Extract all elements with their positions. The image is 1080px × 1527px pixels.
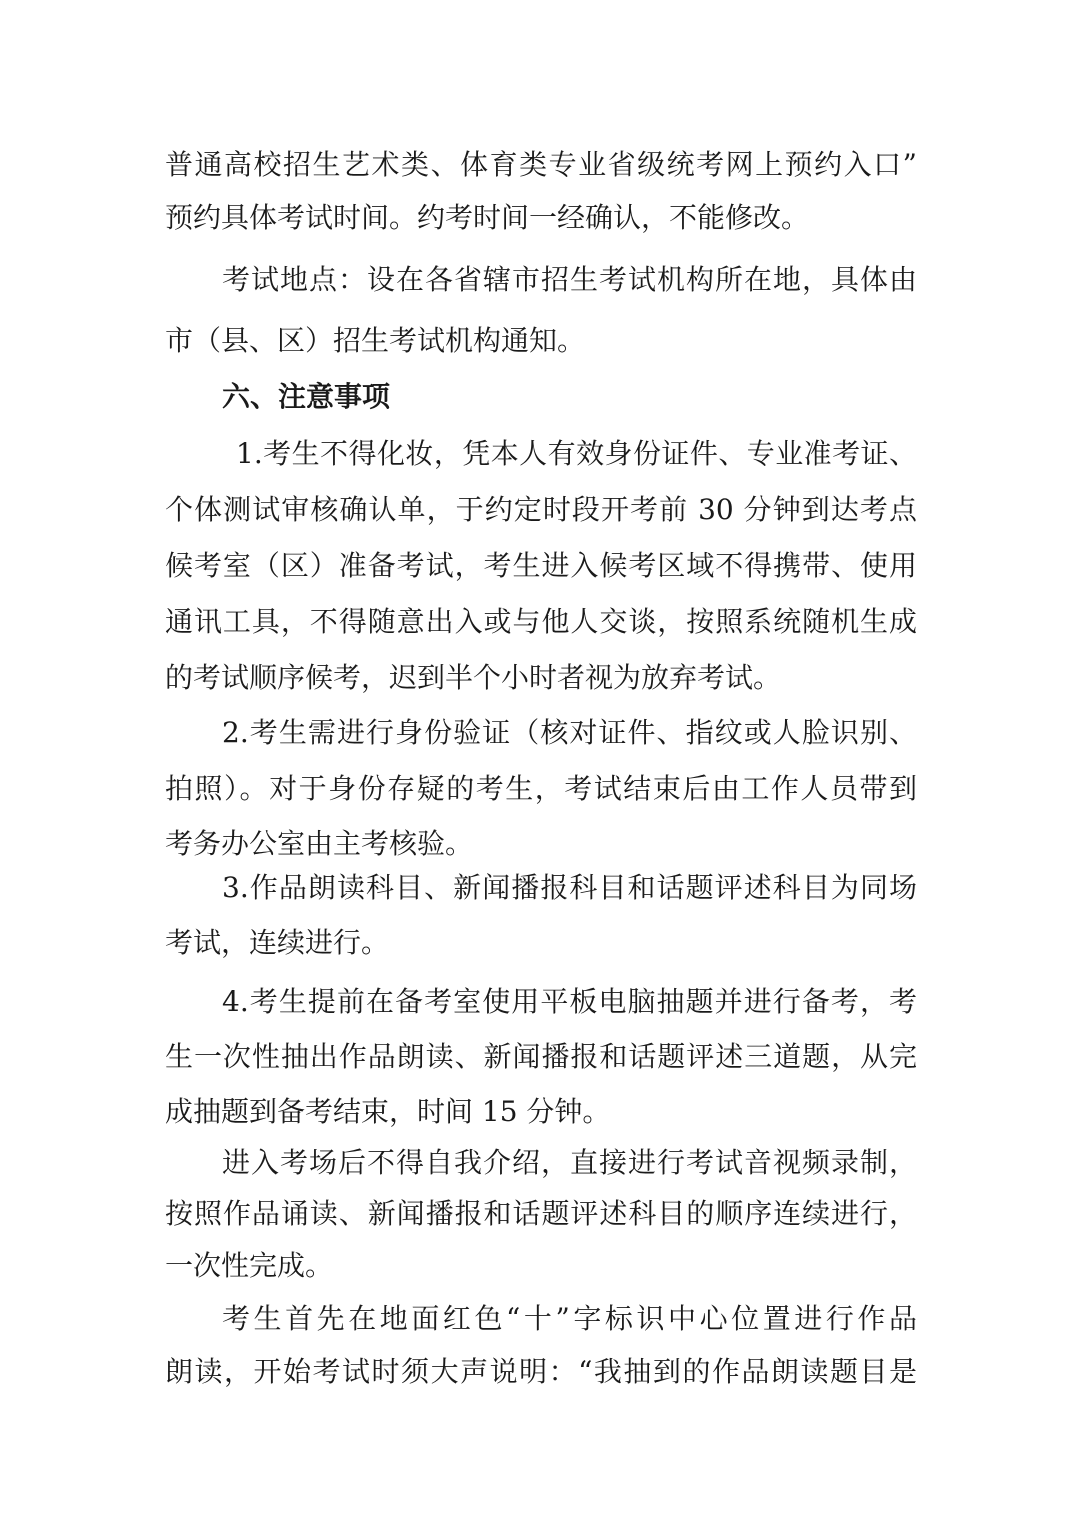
- text-line: 考试，连续进行。: [165, 926, 390, 959]
- text-line: 考生首先在地面红色“十”字标识中心位置进行作品: [222, 1302, 917, 1335]
- text-line: 市（县、区）招生考试机构通知。: [165, 324, 586, 357]
- text-line: 按照作品诵读、新闻播报和话题评述科目的顺序连续进行，: [165, 1197, 917, 1230]
- text-line: 一次性完成。: [165, 1249, 334, 1282]
- section-heading: 六、注意事项: [222, 380, 391, 413]
- text-line: 2.考生需进行身份验证（核对证件、指纹或人脸识别、: [222, 716, 917, 749]
- text-line: 生一次性抽出作品朗读、新闻播报和话题评述三道题，从完: [165, 1040, 917, 1073]
- text-line: 朗读，开始考试时须大声说明：“我抽到的作品朗读题目是: [165, 1355, 917, 1388]
- text-line: 个体测试审核确认单，于约定时段开考前 30 分钟到达考点: [165, 493, 917, 526]
- text-line: 3.作品朗读科目、新闻播报科目和话题评述科目为同场: [222, 871, 917, 904]
- text-line: 进入考场后不得自我介绍，直接进行考试音视频录制，: [222, 1146, 917, 1179]
- text-line: 候考室（区）准备考试，考生进入候考区域不得携带、使用: [165, 549, 917, 582]
- text-line: 1.考生不得化妆，凭本人有效身份证件、专业准考证、: [236, 437, 917, 470]
- text-line: 普通高校招生艺术类、体育类专业省级统考网上预约入口”: [165, 148, 917, 181]
- text-line: 通讯工具，不得随意出入或与他人交谈，按照系统随机生成: [165, 605, 917, 638]
- text-line: 成抽题到备考结束，时间 15 分钟。: [165, 1095, 611, 1128]
- text-line: 的考试顺序候考，迟到半个小时者视为放弃考试。: [165, 661, 782, 694]
- text-line: 4.考生提前在备考室使用平板电脑抽题并进行备考，考: [222, 985, 917, 1018]
- text-line: 考务办公室由主考核验。: [165, 827, 474, 860]
- text-line: 拍照）。对于身份存疑的考生，考试结束后由工作人员带到: [165, 772, 917, 805]
- text-line: 考试地点：设在各省辖市招生考试机构所在地，具体由: [222, 263, 917, 296]
- text-line: 预约具体考试时间。约考时间一经确认，不能修改。: [165, 201, 810, 234]
